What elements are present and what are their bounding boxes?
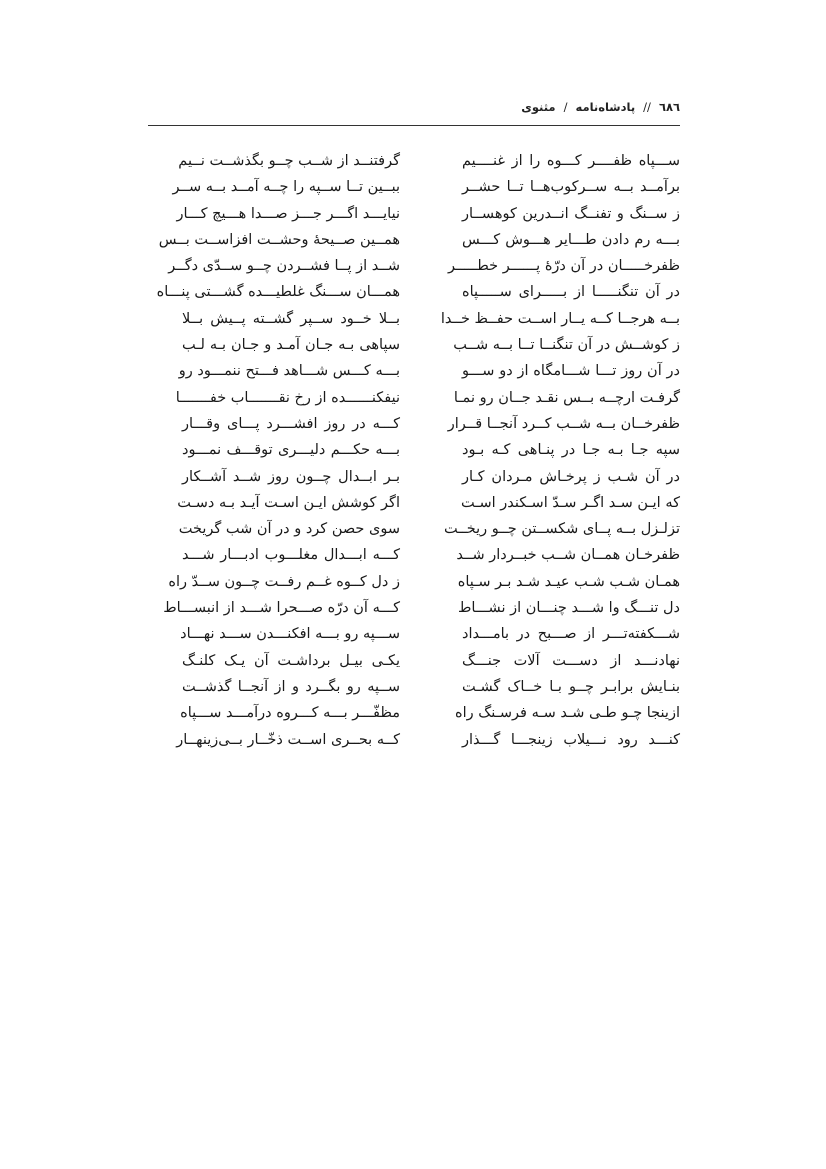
hemistich-left: ســپه رو بگــرد و از آنجــا گذشــت [182, 678, 400, 695]
hemistich-right: کنـــد رود نـــیلاب زینجـــا گـــذار [462, 731, 680, 748]
hemistich-left: شــد از پــا فشــردن چــو ســدّی دگــر [168, 258, 400, 275]
hemistich-left: یکـی بیـل برداشـت آن یـک کلنـگ [182, 652, 400, 669]
hemistich-left: بـــه کـــس شـــاهد فـــتح ننمـــود رو [178, 363, 400, 380]
hemistich-right: در آن تنگنـــــا از بـــــرای ســـــپاه [462, 284, 680, 301]
couplet [175, 385, 680, 411]
couplet [177, 490, 680, 516]
hemistich-right: بنـایش برابـر چــو بـا خــاک گشـت [462, 678, 680, 695]
hemistich-left: بـر ابــدال چــون روز شــد آشــکار [182, 468, 400, 485]
hemistich-right: که ایـن سـد اگـر سـدّ اسـکندر اسـت [461, 494, 680, 511]
hemistich-right: ظفرخـان همــان شــب خبــردار شــد [456, 547, 680, 564]
hemistich-left: سوی حصن کرد و در آن شب گریخت [178, 521, 400, 538]
hemistich-right: ســـپاه ظفــــر کـــوه را از غنــــیم [462, 153, 680, 169]
couplet [182, 464, 680, 490]
header-separator: // [643, 100, 651, 114]
hemistich-left: نیفکنــــــده از رخ نقـــــــاب خفـــــــا [175, 389, 400, 406]
hemistich-right: گرفـت ارچــه بــس نقـد جــان رو نمـا [453, 389, 680, 406]
hemistich-right: سپه جـا بـه جـا در پنـاهی کـه بـود [462, 442, 680, 459]
hemistich-left: کـــه آن درّه صـــحرا شـــد از انبســـاط [163, 600, 400, 617]
hemistich-right: بـــه رم دادن طـــایر هـــوش کـــس [462, 231, 680, 248]
running-header [148, 100, 680, 124]
hemistich-left: بـــه حکـــم دلیـــری توقـــف نمـــود [182, 442, 400, 459]
couplet [158, 227, 680, 253]
book-title: پادشاه‌نامه [575, 100, 636, 114]
verse-body [156, 148, 680, 753]
page-number: ٦٨٦ [658, 100, 680, 114]
couplet [182, 648, 680, 674]
hemistich-right: همـان شـب شـب عیـد شـد بـر سـپاه [457, 573, 680, 590]
couplet [182, 332, 680, 358]
hemistich-left: بــلا خــود ســپر گشــته پــیش بــلا [182, 310, 400, 327]
hemistich-left: نیایـــد اگـــر جـــز صـــدا هـــیچ کـــار [176, 205, 400, 222]
header-separator: / [563, 100, 568, 114]
hemistich-left: کـــه ابـــدال مغلـــوب ادبـــار شـــد [182, 547, 400, 564]
hemistich-left: اگر کوشش ایـن اسـت آیـد بـه دسـت [177, 494, 400, 511]
couplet [176, 727, 680, 753]
hemistich-right: ازینجا چـو طـی شـد سـه فرسـنگ راه [455, 705, 680, 722]
hemistich-left: ســـپه رو بـــه افکنـــدن ســـد نهـــاد [180, 626, 400, 643]
couplet [182, 306, 680, 332]
hemistich-right: برآمــد بــه ســرکوب‌هــا تــا حشــر [462, 179, 680, 196]
hemistich-left: سپاهی بـه جـان آمـد و جـان بـه لـب [182, 337, 400, 354]
couplet [168, 569, 680, 595]
couplet [178, 516, 680, 542]
hemistich-right: نهادنـــد از دســـت آلات جنـــگ [462, 652, 680, 669]
couplet [172, 174, 680, 200]
hemistich-right: بــه هرجــا کــه یــار اســت حفــظ خــدا [440, 310, 680, 327]
couplet [163, 595, 680, 621]
section-title: مثنوی [521, 100, 556, 114]
couplet [182, 411, 680, 437]
hemistich-left: همــین صــیحهٔ وحشــت افزاســت بــس [158, 231, 400, 248]
hemistich-right: ز کوشــش در آن تنگنــا تــا بــه شــب [453, 337, 680, 354]
hemistich-left: کـــه در روز افشـــرد پـــای وقـــار [182, 415, 400, 432]
hemistich-left: همـــان ســـنگ غلطیـــده گشـــتی پنـــاه [156, 284, 400, 301]
hemistich-right: ظفرخـــــان در آن درّهٔ پــــــر خطـــــر [447, 258, 680, 275]
header-rule [148, 125, 680, 126]
hemistich-right: تزلـزل بــه پــای شکســتن چــو ریخــت [444, 521, 680, 538]
hemistich-left: کــه بحــری اســت ذخّــار بــی‌زینهــار [176, 731, 400, 748]
couplet [182, 700, 680, 726]
hemistich-left: ز دل کــوه غــم رفــت چــون ســدّ راه [168, 573, 400, 590]
hemistich-right: در آن روز تـــا شـــامگاه از دو ســـو [462, 363, 680, 380]
couplet [178, 148, 680, 174]
couplet [182, 621, 680, 647]
hemistich-right: ز ســنگ و تفنــگ انــدرین کوهســار [462, 205, 680, 222]
couplet [178, 358, 680, 384]
couplet [182, 542, 680, 568]
hemistich-right: دل تنـــگ وا شـــد چنـــان از نشـــاط [457, 600, 680, 617]
couplet [182, 437, 680, 463]
couplet [156, 279, 680, 305]
hemistich-right: شـــکفته‌تـــر از صـــبح در بامـــداد [462, 626, 680, 643]
hemistich-left: گرفتنــد از شــب چــو بگذشــت نــیم [178, 153, 400, 169]
couplet [182, 674, 680, 700]
hemistich-right: ظفرخــان بــه شــب کــرد آنجــا قــرار [447, 415, 680, 432]
hemistich-left: مظفّـــر بـــه کـــروه درآمـــد ســـپاه [180, 705, 400, 722]
couplet [176, 201, 680, 227]
hemistich-right: در آن شـب ز پرخـاش مـردان کـار [462, 468, 680, 485]
couplet [168, 253, 680, 279]
hemistich-left: ببــین تــا ســپه را چــه آمــد بــه ســر [172, 179, 400, 196]
